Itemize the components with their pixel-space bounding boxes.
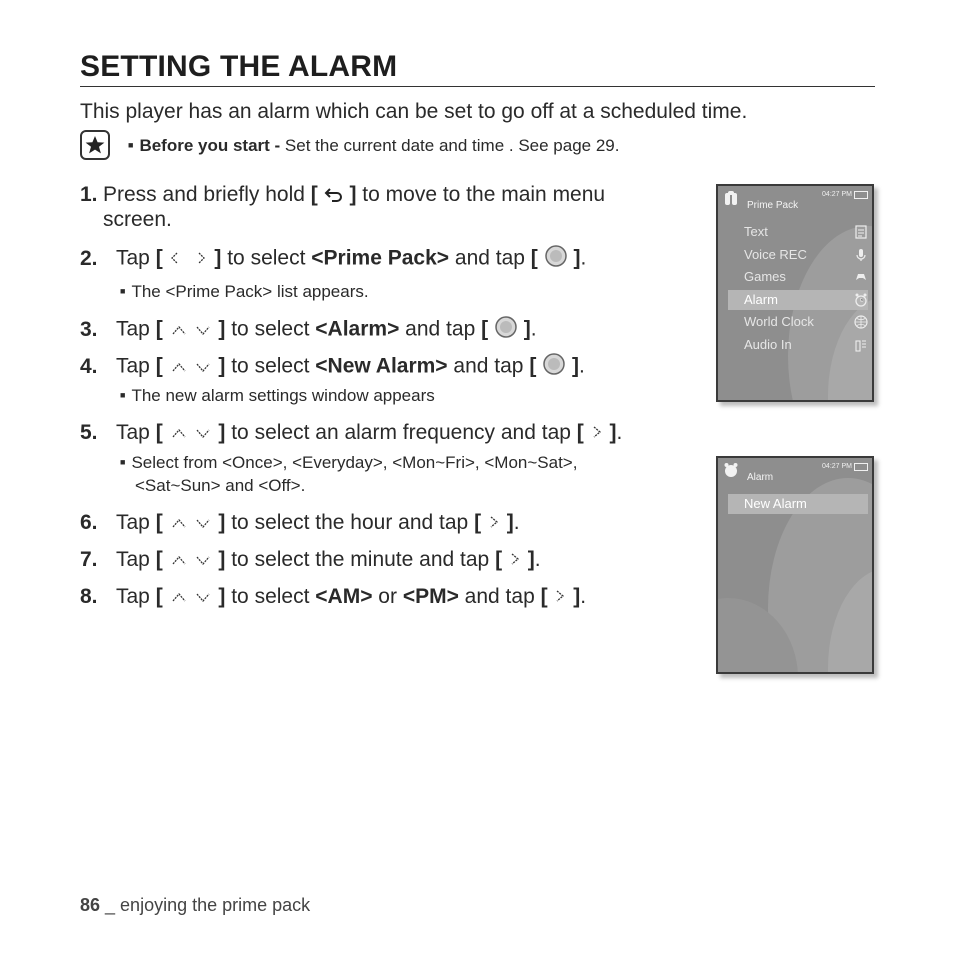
bracket-close: ] xyxy=(218,317,226,341)
step-target: <PM> xyxy=(402,585,459,608)
bracket-close: ] xyxy=(527,548,535,571)
subnote-2: ■ The <Prime Pack> list appears. xyxy=(120,282,369,301)
step-text: or xyxy=(372,585,403,608)
menu-item-label: Voice REC xyxy=(744,247,807,262)
up-down-arrows-icon xyxy=(169,421,213,446)
bracket-open: [ xyxy=(540,585,548,608)
clock-time: 04:27 PM xyxy=(822,463,852,470)
right-arrow-icon xyxy=(590,421,604,446)
subnote-5-cont: <Sat~Sun> and <Off>. xyxy=(135,476,306,495)
menu-item-label: Games xyxy=(744,269,786,284)
step-text: Tap xyxy=(116,511,156,534)
step-1 xyxy=(80,182,605,208)
bracket-open: [ xyxy=(310,183,318,206)
step-5 xyxy=(80,420,622,446)
menu-item-voice-rec[interactable] xyxy=(728,245,868,265)
bracket-close: ] xyxy=(218,548,226,571)
bracket-open: [ xyxy=(495,548,503,571)
subnote-5: ■ Select from <Once>, <Everyday>, <Mon~Fri>, <Mon~Sat>, xyxy=(120,453,578,472)
battery-icon xyxy=(854,463,868,471)
back-arrow-icon xyxy=(324,183,344,208)
bracket-close: ] xyxy=(218,354,226,378)
menu-item-text[interactable] xyxy=(728,222,868,242)
right-arrow-icon xyxy=(508,548,522,573)
bracket-open: [ xyxy=(529,354,537,378)
subnote-text: The <Prime Pack> list appears. xyxy=(131,282,369,301)
step-target: <New Alarm> xyxy=(315,354,448,378)
menu-item-new-alarm[interactable] xyxy=(728,494,868,514)
menu-item-label: Text xyxy=(744,224,768,239)
select-button-icon xyxy=(544,244,568,274)
bracket-open: [ xyxy=(530,246,538,270)
page-footer xyxy=(80,895,310,916)
step-target: <AM> xyxy=(315,585,373,608)
step-text: and tap xyxy=(447,354,530,378)
step-text: and tap xyxy=(449,246,531,270)
bracket-open: [ xyxy=(155,246,163,270)
alarm-screen xyxy=(716,456,874,674)
menu-item-label: World Clock xyxy=(744,314,814,329)
step-number: 8. xyxy=(80,585,98,608)
audio-in-icon xyxy=(854,338,868,352)
step-text: to move to the main menu xyxy=(356,183,606,206)
step-number: 3. xyxy=(80,317,98,341)
select-button-icon xyxy=(494,315,518,345)
step-text: . xyxy=(616,421,623,444)
step-text: . xyxy=(580,585,587,608)
left-right-arrows-icon xyxy=(169,247,209,272)
bracket-close: ] xyxy=(214,246,222,270)
alarm-clock-icon xyxy=(854,293,868,307)
bracket-open: [ xyxy=(474,511,482,534)
step-text: Tap xyxy=(116,354,156,378)
step-text: . xyxy=(513,511,520,534)
step-target: <Alarm> xyxy=(315,317,400,341)
globe-icon xyxy=(854,315,868,329)
step-6 xyxy=(80,510,520,536)
bracket-close: ] xyxy=(506,511,514,534)
step-3 xyxy=(80,315,537,345)
page-number: 86 xyxy=(80,895,101,915)
step-4 xyxy=(80,352,585,382)
screen-title: Alarm xyxy=(747,472,774,483)
bracket-close: ] xyxy=(218,585,226,608)
screen-title: Prime Pack xyxy=(747,200,799,211)
step-text: and tap xyxy=(399,317,482,341)
prime-pack-icon xyxy=(724,190,738,206)
bracket-close: ] xyxy=(218,511,226,534)
select-button-icon xyxy=(542,352,566,382)
subnote-text: The new alarm settings window appears xyxy=(131,386,435,405)
note-label: Before you start - xyxy=(139,136,281,155)
step-text: to select xyxy=(225,354,316,378)
menu-item-audio-in[interactable] xyxy=(728,335,868,355)
up-down-arrows-icon xyxy=(169,318,213,343)
gamepad-icon xyxy=(854,270,868,284)
step-text: Tap xyxy=(116,421,156,444)
bracket-open: [ xyxy=(155,317,163,341)
step-text: . xyxy=(579,354,585,378)
step-number: 7. xyxy=(80,548,98,571)
subnote-text: Select from <Once>, <Everyday>, <Mon~Fri>, <Mon~Sat>, xyxy=(131,453,578,472)
step-number: 2. xyxy=(80,246,98,270)
up-down-arrows-icon xyxy=(169,511,213,536)
step-text: to select the minute and tap xyxy=(225,548,496,571)
step-text: to select an alarm frequency and tap xyxy=(225,421,577,444)
bracket-close: ] xyxy=(573,585,581,608)
step-text: Press and briefly hold xyxy=(103,183,311,206)
bracket-open: [ xyxy=(155,354,163,378)
bracket-open: [ xyxy=(155,511,163,534)
step-text: to select xyxy=(225,585,316,608)
step-number: 6. xyxy=(80,511,98,534)
step-text: Tap xyxy=(116,317,156,341)
star-note-icon xyxy=(80,130,110,160)
step-1-cont: screen. xyxy=(103,208,172,231)
bracket-close: ] xyxy=(609,421,617,444)
up-down-arrows-icon xyxy=(169,585,213,610)
step-text: Tap xyxy=(116,548,156,571)
bracket-close: ] xyxy=(523,317,531,341)
menu-item-alarm[interactable] xyxy=(728,290,868,310)
step-text: . xyxy=(534,548,541,571)
bracket-open: [ xyxy=(155,421,163,444)
microphone-icon xyxy=(854,248,868,262)
text-icon xyxy=(854,225,868,239)
right-arrow-icon xyxy=(487,511,501,536)
step-text: to select the hour and tap xyxy=(225,511,475,534)
battery-icon xyxy=(854,191,868,199)
bracket-open: [ xyxy=(155,585,163,608)
bracket-close: ] xyxy=(573,246,581,270)
step-8 xyxy=(80,584,586,610)
step-text: to select xyxy=(221,246,312,270)
menu-item-games[interactable] xyxy=(728,267,868,287)
bracket-close: ] xyxy=(349,183,357,206)
step-text: . xyxy=(580,246,587,270)
up-down-arrows-icon xyxy=(169,548,213,573)
step-text: Tap xyxy=(116,246,156,270)
prime-pack-screen xyxy=(716,184,874,402)
alarm-app-icon xyxy=(724,462,738,478)
bracket-open: [ xyxy=(481,317,489,341)
subnote-4: ■ The new alarm settings window appears xyxy=(120,386,435,405)
menu-item-label: Audio In xyxy=(744,337,792,352)
bracket-open: [ xyxy=(576,421,584,444)
note-text: Set the current date and time . See page 29. xyxy=(280,136,620,155)
clock-time: 04:27 PM xyxy=(822,191,852,198)
step-text: to select xyxy=(225,317,316,341)
menu-item-world-clock[interactable] xyxy=(728,312,868,332)
bracket-close: ] xyxy=(218,421,226,444)
bracket-close: ] xyxy=(572,354,579,378)
step-text: Tap xyxy=(116,585,156,608)
step-text: . xyxy=(530,317,537,341)
intro-text: This player has an alarm which can be set to go off at a scheduled time. xyxy=(80,100,748,123)
bracket-open: [ xyxy=(155,548,163,571)
before-you-start-note: ■ Before you start - Set the current date and time . See page 29. xyxy=(128,136,620,155)
step-number: 4. xyxy=(80,354,98,378)
menu-item-label: New Alarm xyxy=(744,496,807,511)
step-2 xyxy=(80,244,586,274)
right-arrow-icon xyxy=(553,585,567,610)
page-title: SETTING THE ALARM xyxy=(80,50,398,83)
step-number: 5. xyxy=(80,421,98,444)
menu-item-label: Alarm xyxy=(744,292,778,307)
step-target: <Prime Pack> xyxy=(311,246,450,270)
step-7 xyxy=(80,547,541,573)
step-number: 1. xyxy=(80,183,98,206)
title-rule xyxy=(80,86,875,87)
step-text: and tap xyxy=(458,585,541,608)
up-down-arrows-icon xyxy=(169,355,213,380)
footer-text: _ enjoying the prime pack xyxy=(100,895,311,915)
